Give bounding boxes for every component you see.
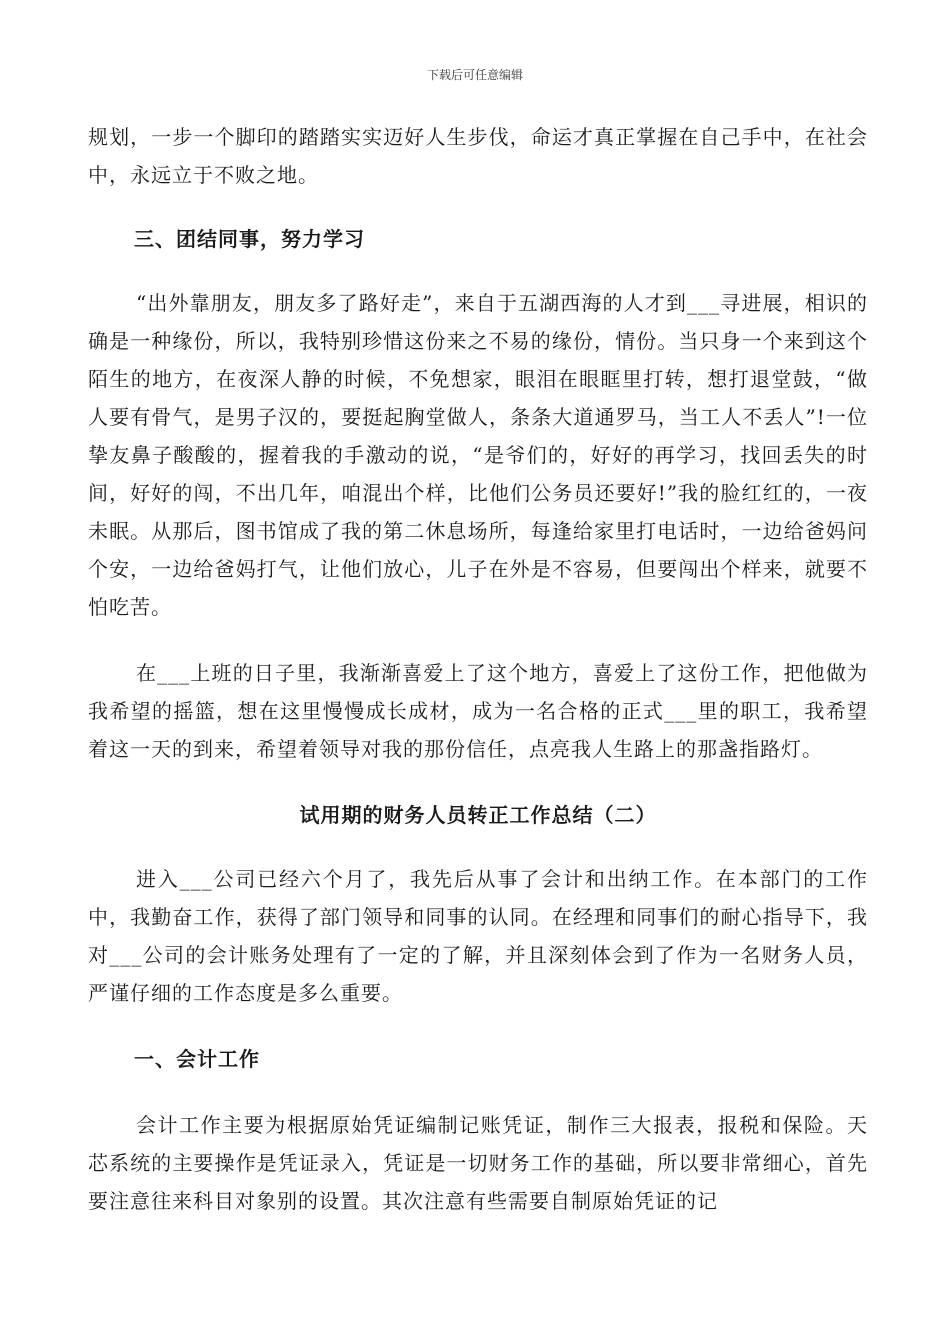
page-header-note: 下载后可任意编辑 bbox=[426, 68, 523, 82]
document-body bbox=[88, 118, 868, 1220]
document-title: 试用期的财务人员转正工作总结（二） bbox=[299, 803, 657, 827]
section-heading-3: 三、团结同事，努力学习 bbox=[134, 227, 365, 251]
paragraph-accounting: 会计工作主要为根据原始凭证编制记账凭证，制作三大报表，报税和保险。天芯系统的主要操作是凭证录入，凭证是一切财务工作的基础，所以要非常细心，首先要注意往来科目对象别的设置。其次注意有些需要自制原始凭证的记 bbox=[88, 1113, 868, 1213]
section-heading-1: 一、会计工作 bbox=[134, 1047, 260, 1071]
paragraph-workplace: 在___上班的日子里，我渐渐喜爱上了这个地方，喜爱上了这份工作，把他做为我希望的摇篮，想在这里慢慢成长成材，成为一名合格的正式___里的职工，我希望着这一天的到来，希望着领导对我的那份信任，点亮我人生路上的那盏指路灯。 bbox=[88, 661, 868, 761]
paragraph-continued: 规划，一步一个脚印的踏踏实实迈好人生步伐，命运才真正掌握在自己手中，在社会中，永远立于不败之地。 bbox=[88, 125, 868, 187]
paragraph-friends: “出外靠朋友，朋友多了路好走”，来自于五湖西海的人才到___寻进展，相识的确是一种缘份，所以，我特别珍惜这份来之不易的缘份，情份。当只身一个来到这个陌生的地方，在夜深人静的时候，不免想家，眼泪在眼眶里打转，想打退堂鼓，“做人要有骨气，是男子汉的，要挺起胸堂做人，条条大道通罗马，当工人不丢人”!一位挚友鼻子酸酸的，握着我的手激动的说，“是爷们的，好好的再学习，找回丢失的时间，好好的闯，不出几年，咱混出个样，比他们公务员还要好!”我的脸红红的，一夜未眠。从那后，图书馆成了我的第二休息场所，每逢给家里打电话时，一边给爸妈问个安，一边给爸妈打气，让他们放心，儿子在外是不容易，但要闯出个样来，就要不怕吃苦。 bbox=[88, 291, 868, 619]
paragraph-intro: 进入___公司已经六个月了，我先后从事了会计和出纳工作。在本部门的工作中，我勤奋工作，获得了部门领导和同事的认同。在经理和同事们的耐心指导下，我对___公司的会计账务处理有了一定的了解，并且深刻体会到了作为一名财务人员，严谨仔细的工作态度是多么重要。 bbox=[88, 867, 868, 1005]
